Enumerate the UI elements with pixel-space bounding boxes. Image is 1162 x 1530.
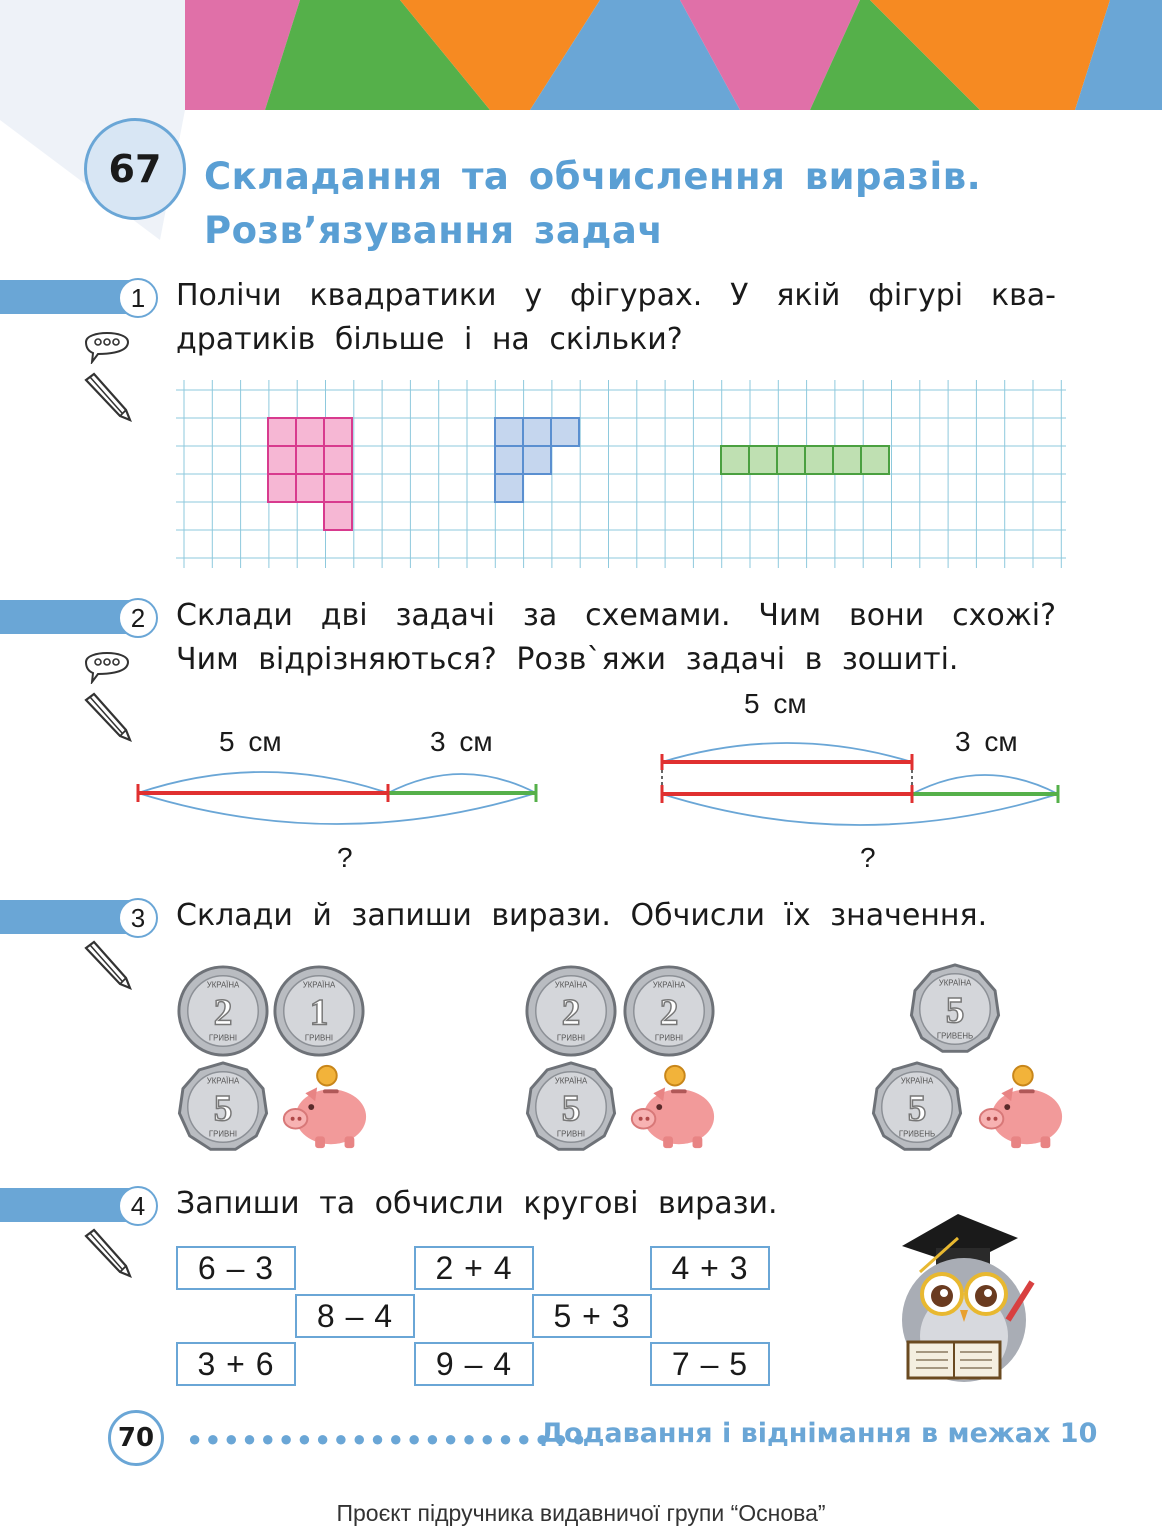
expression-cell[interactable]: 2 + 4 [414,1246,534,1290]
svg-text:ГРИВНІ: ГРИВНІ [208,1033,238,1043]
lesson-title-line1: Складання та обчислення виразів. [204,155,982,198]
page-number: 70 [108,1410,164,1466]
svg-text:5: 5 [213,1088,233,1130]
task-1-text: Полічи квадратики у фігурах. У якій фігурі квадратиків більше і на скільки? [176,278,1056,357]
scheme-right-label-2: 3 см [955,726,1018,757]
lesson-number: 67 [84,118,186,220]
blue-figure [495,418,579,502]
corner-shade [0,0,200,250]
task-3-number: 3 [118,898,158,938]
scheme-right-label-top: 5 см [744,688,807,719]
task-4-text: Запиши та обчисли кругові вирази. [176,1186,778,1221]
piggy-bank-icon [972,1060,1066,1154]
svg-text:ГРИВНІ: ГРИВНІ [654,1033,684,1043]
owl-illustration [880,1208,1050,1388]
svg-text:ГРИВНІ: ГРИВНІ [208,1129,238,1139]
coin-5-hryvnia [524,1060,618,1154]
pink-figure [268,418,352,530]
coin-5-hryvnia [908,962,1002,1056]
coin-2-hryvnia [622,964,716,1058]
svg-text:ГРИВНІ: ГРИВНІ [556,1129,586,1139]
scheme-left-label-2: 3 см [430,726,493,757]
expression-cell[interactable]: 7 – 5 [650,1342,770,1386]
svg-text:2: 2 [213,992,233,1034]
svg-text:УКРАЇНА: УКРАЇНА [206,980,240,990]
expression-cell[interactable]: 4 + 3 [650,1246,770,1290]
svg-text:5: 5 [945,990,965,1032]
scheme-right-total: ? [860,842,876,873]
svg-text:5: 5 [907,1088,927,1130]
piggy-bank-icon [276,1060,370,1154]
scheme-left-label-1: 5 см [219,726,282,757]
lesson-title-line2: Розв’язування задач [204,209,664,252]
dotted-leader: ●●●●●●●●●●●●●●●●●●●●●● [188,1426,591,1451]
task-2-number: 2 [118,598,158,638]
task-4-number: 4 [118,1186,158,1226]
svg-text:УКРАЇНА: УКРАЇНА [206,1076,240,1086]
svg-text:ГРИВЕНЬ: ГРИВЕНЬ [898,1129,936,1139]
coin-2-hryvnia [524,964,618,1058]
expression-cell[interactable]: 9 – 4 [414,1342,534,1386]
coin-5-hryvnia [870,1060,964,1154]
lesson-title [204,150,981,258]
svg-text:УКРАЇНА: УКРАЇНА [302,980,336,990]
section-title: Додавання і віднімання в межах 10 [540,1418,1098,1449]
task-1-number: 1 [118,278,158,318]
square-grid [176,380,1066,568]
footer-note: Проєкт підручника видавничої групи “Основа” [336,1500,826,1526]
svg-text:УКРАЇНА: УКРАЇНА [554,980,588,990]
svg-text:УКРАЇНА: УКРАЇНА [938,978,972,988]
pencil-icon [80,1228,134,1278]
svg-text:УКРАЇНА: УКРАЇНА [554,1076,588,1086]
pencil-icon [80,940,134,990]
speech-bubble-icon [82,644,132,684]
expression-cell[interactable]: 5 + 3 [532,1294,652,1338]
pencil-icon [80,372,134,422]
svg-text:1: 1 [309,992,329,1034]
svg-text:2: 2 [561,992,581,1034]
svg-text:ГРИВНІ: ГРИВНІ [304,1033,334,1043]
coin-1-hryvnia [272,964,366,1058]
piggy-bank-icon [624,1060,718,1154]
expression-cell[interactable]: 6 – 3 [176,1246,296,1290]
pencil-icon [80,692,134,742]
svg-text:УКРАЇНА: УКРАЇНА [900,1076,934,1086]
green-figure [721,446,889,474]
expression-cell[interactable]: 8 – 4 [295,1294,415,1338]
expression-cell[interactable]: 3 + 6 [176,1342,296,1386]
task-2-text: Склади дві задачі за схемами. Чим вони схожі? Чим відрізняються? Розв`яжи задачі в зошиті. [176,598,1056,677]
scheme-left-total: ? [337,842,353,873]
task-3-text: Склади й запиши вирази. Обчисли їх значення. [176,898,988,933]
svg-text:УКРАЇНА: УКРАЇНА [652,980,686,990]
coin-5-hryvnia [176,1060,270,1154]
scheme-left [128,755,548,835]
speech-bubble-icon [82,324,132,364]
svg-text:2: 2 [659,992,679,1034]
svg-text:5: 5 [561,1088,581,1130]
svg-text:ГРИВЕНЬ: ГРИВЕНЬ [936,1031,974,1041]
coin-2-hryvnia [176,964,270,1058]
svg-text:ГРИВНІ: ГРИВНІ [556,1033,586,1043]
